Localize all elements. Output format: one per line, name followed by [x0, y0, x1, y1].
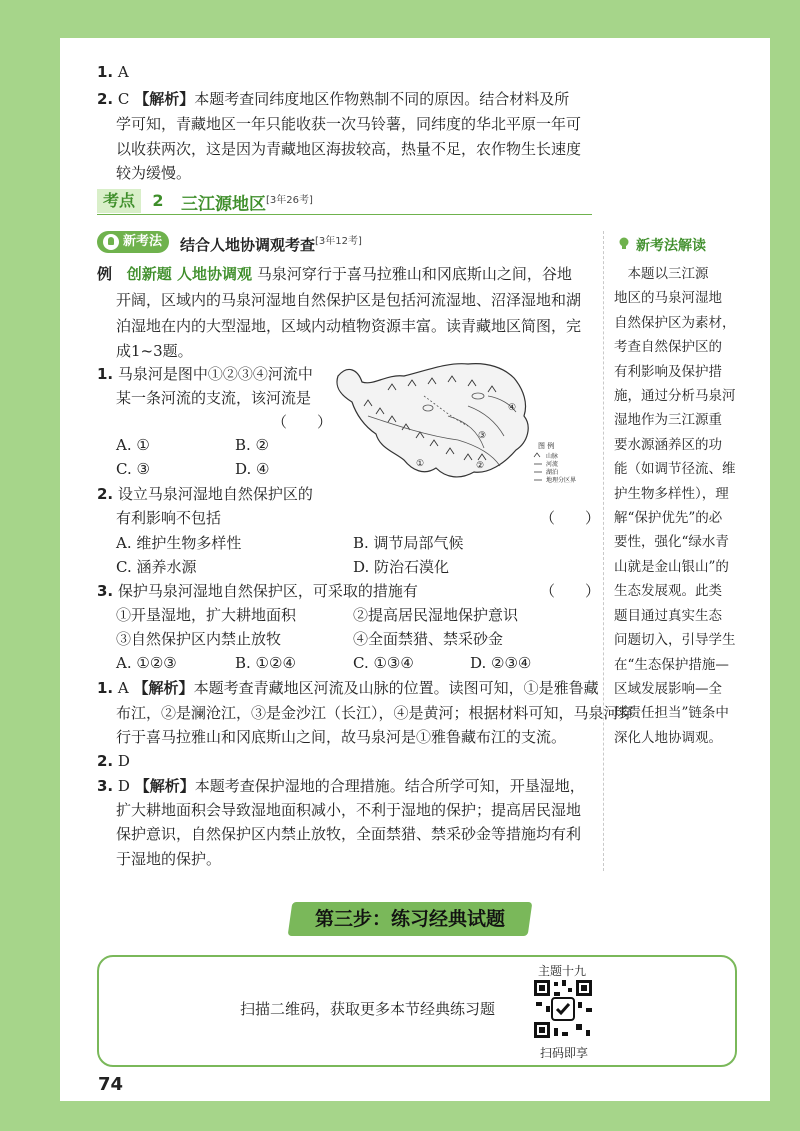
option-d: D. 防治石漠化 [353, 558, 450, 576]
answer-2: 2. D [97, 752, 130, 770]
question-1: 1. 马泉河是图中①②③④河流中 [97, 365, 313, 383]
legend-symbol [534, 453, 542, 480]
legend-item: 地理分区界 [546, 477, 577, 484]
option-b: B. 调节局部气候 [353, 534, 464, 552]
answer-blank: （ ） [272, 413, 333, 431]
plateau-outline [337, 364, 528, 477]
legend-item: 山脉 [546, 453, 559, 460]
qr-caption: 扫码即享 [540, 1046, 589, 1060]
measure-item: ①开垦湿地，扩大耕地面积 [116, 606, 297, 624]
answer-text-line: 于湿地的保护。 [116, 850, 222, 868]
legend-item: 河流 [546, 461, 559, 468]
example-text-line: 泊湿地在内的大型湿地，区域内动植物资源丰富。读青藏地区简图，完 [116, 317, 582, 335]
question-3: 3. 保护马泉河湿地自然保护区，可采取的措施有 [97, 582, 418, 600]
option-c: C. ①③④ [353, 654, 414, 672]
answer-3: 3. D 【解析】本题考查保护湿地的合理措施。结合所学可知，开垦湿地， [97, 777, 585, 795]
option-b: B. ①②④ [235, 654, 296, 672]
kaodian-title: 三江源地区[3年26考] [181, 194, 313, 215]
legend-item: 湖泊 [546, 469, 559, 476]
top-answer-1: 1. A [97, 63, 129, 81]
question-text-line: 某一条河流的支流，该河流是 [116, 389, 312, 407]
option-c: C. 涵养水源 [116, 558, 197, 576]
qr-prompt-text: 扫描二维码，获取更多本节经典练习题 [240, 1000, 496, 1018]
question-2: 2. 设立马泉河湿地自然保护区的 [97, 485, 313, 503]
map-marker: ③ [478, 431, 487, 441]
qr-code-icon[interactable] [532, 978, 594, 1040]
measure-item: ④全面禁猎、禁采砂金 [353, 630, 504, 648]
page-frame-bottom [0, 1101, 800, 1131]
page-number: 74 [98, 1074, 124, 1095]
top-answer-2: 2. C 【解析】本题考查同纬度地区作物熟制不同的原因。结合材料及所 [97, 90, 570, 108]
page-frame-right [770, 0, 800, 1131]
kaodian-number: 2 [152, 191, 164, 210]
sidebar-text: 本题以三江源 地区的马泉河湿地 自然保护区为素材， 考查自然保护区的 有利影响及保护措 施，通过分析马泉河 湿地作为三江源重 要水源涵养区的功 能（如调节径流、维 护生物多样性），理 解“保护优先”的必 要性，强化“绿水青 山就是金山银山”的 生态发展观。此类 题目通过真实生态 问题切入，引导学生 在“生态保护措施— 区域发展影响—全 球责任担当”链条中 深化人地协调观。 [614, 266, 736, 746]
kaodian-label: 考点 [97, 189, 141, 213]
answer-text-line: 扩大耕地面积会导致湿地面积减小，不利于湿地的保护；提高居民湿地 [116, 801, 582, 819]
legend-title: 图 例 [538, 442, 555, 450]
example-text-line: 开阔，区域内的马泉河湿地自然保护区是包括河流湿地、沼泽湿地和湖 [116, 291, 582, 309]
example-text-line: 成1~3题。 [116, 342, 193, 360]
kaodian-header [97, 189, 592, 215]
xinkaofa-badge: 新考法 [97, 231, 169, 253]
answer-text-line: 行于喜马拉雅山和冈底斯山之间，故马泉河是①雅鲁藏布江的支流。 [116, 728, 567, 746]
xinkaofa-title: 结合人地协调观考查[3年12考] [180, 236, 362, 254]
tibet-plateau-map [328, 356, 594, 498]
question-text-line: 有利影响不包括 [116, 509, 222, 527]
lightbulb-icon [103, 234, 119, 250]
page-frame-left [0, 0, 60, 1131]
option-b: B. ② [235, 436, 270, 454]
option-a: A. 维护生物多样性 [116, 534, 242, 552]
option-c: C. ③ [116, 460, 150, 478]
measure-item: ③自然保护区内禁止放牧 [116, 630, 282, 648]
example-intro: 例 创新题 人地协调观 马泉河穿行于喜马拉雅山和冈底斯山之间，谷地 [97, 265, 572, 283]
map-marker: ② [476, 461, 485, 471]
sidebar-title: 新考法解读 [636, 238, 706, 254]
option-a: A. ① [116, 436, 150, 454]
answer-text-line: 较为缓慢。 [116, 164, 192, 182]
qr-topic-label: 主题十九 [538, 964, 587, 978]
sidebar-divider [603, 231, 604, 871]
answer-text-line: 以收获两次，这是因为青藏地区海拔较高，热量不足，农作物生长速度 [116, 140, 582, 158]
option-a: A. ①②③ [116, 654, 177, 672]
kaodian-frequency: [3年26考] [266, 195, 313, 206]
measure-item: ②提高居民湿地保护意识 [353, 606, 519, 624]
step3-title: 第三步：练习经典试题 [314, 908, 505, 930]
answer-blank: （ ） [540, 509, 601, 527]
map-marker: ① [416, 459, 425, 469]
option-d: D. ②③④ [470, 654, 532, 672]
map-marker: ④ [508, 403, 517, 413]
page-frame-top [0, 0, 800, 38]
answer-text-line: 学可知，青藏地区一年只能收获一次马铃薯，同纬度的华北平原一年可 [116, 115, 582, 133]
answer-text-line: 布江，②是澜沧江，③是金沙江（长江），④是黄河；根据材料可知，马泉河穿 [116, 704, 634, 722]
answer-blank: （ ） [540, 582, 601, 600]
option-d: D. ④ [235, 460, 270, 478]
lightbulb-icon [617, 236, 631, 250]
example-tag: 创新题 人地协调观 [126, 265, 253, 283]
answer-text-line: 保护意识，自然保护区内禁止放牧，全面禁猎、禁采砂金等措施均有利 [116, 825, 582, 843]
map-svg [328, 356, 594, 498]
answer-1: 1. A 【解析】本题考查青藏地区河流及山脉的位置。读图可知，①是雅鲁藏 [97, 679, 599, 697]
